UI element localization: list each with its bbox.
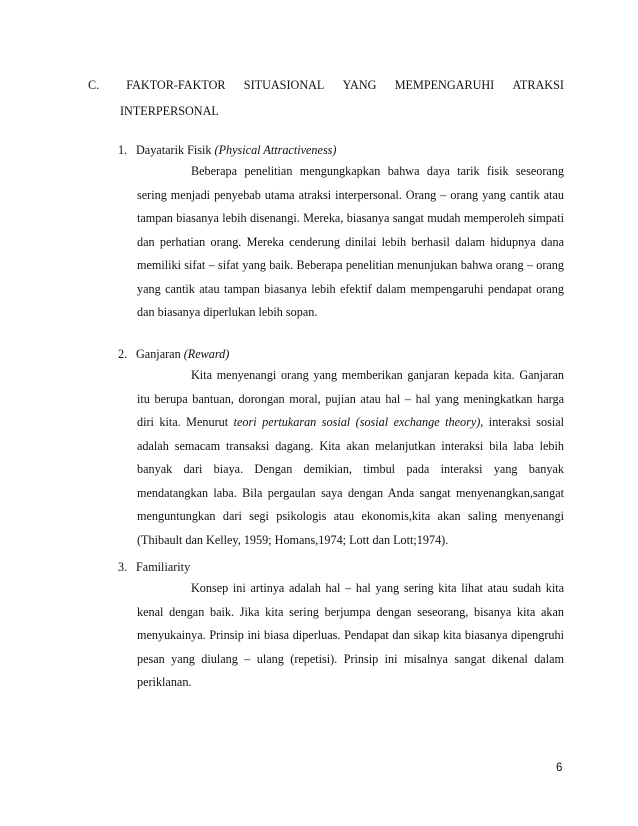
page-number: 6: [556, 762, 563, 774]
heading-line-1: [88, 72, 564, 98]
subsection-title-text: Ganjaran: [136, 347, 184, 361]
paragraph-text: , interaksi sosial adalah semacam transaksi dagang. Kita akan melanjutkan interaksi bila laba lebih banyak dari biaya. Dengan demikian, timbul pada interaksi yang banyak mendatangkan laba. Bila pergaulan saya dengan Anda sangat menyenangkan,sangat menguntungkan dari segi psikologis atau ekonomis,kita akan saling menyenangi (Thibault dan Kelley, 1959; Homans,1974; Lott dan Lott;1974).: [137, 415, 565, 547]
subsection-number: 3.: [118, 560, 128, 574]
paragraph-text: Beberapa penelitian mengungkapkan bahwa daya tarik fisik seseorang sering menjadi penyebab utama atraksi interpersonal. Orang – orang yang cantik atau tampan biasanya lebih disenangi. Mereka, biasanya sangat mudah memperoleh simpati dan perhatian orang. Mereka cenderung dinilai lebih berhasil dalam hidupnya dana memiliki sifat – sifat yang baik. Beberapa penelitian menunjukan bahwa orang – orang yang cantik atau tampan biasanya lebih efektif dalam mempengaruhi pendapat orang dan biasanya diperlukan lebih sopan.: [137, 164, 564, 319]
heading-line-2: INTERPERSONAL: [120, 104, 219, 118]
subsection-title: [118, 557, 564, 577]
subsection-title: [118, 140, 564, 160]
subsection-title-text: Familiarity: [136, 560, 191, 574]
subsection-title: [118, 344, 564, 364]
paragraph-text: Kita menyenangi orang yang memberikan ganjaran kepada kita. Ganjaran itu berupa bantuan, dorongan moral, pujian atau hal – hal yang meningkatkan harga diri kita. Menurut: [137, 368, 564, 429]
subsection-number: 1.: [118, 143, 128, 157]
subsection-reward: [118, 344, 564, 552]
subsection-paragraph: [118, 364, 564, 552]
subsection-paragraph: [118, 160, 564, 325]
heading-word: ATRAKSI: [512, 78, 564, 92]
subsection-paragraph: [118, 577, 564, 695]
heading-word: FAKTOR-FAKTOR: [126, 78, 226, 92]
subsection-title-text: Dayatarik Fisik: [136, 143, 215, 157]
subsection-physical-attractiveness: [118, 140, 564, 325]
section-heading: [88, 72, 564, 124]
subsection-title-italic: (Reward): [183, 347, 230, 361]
subsection-familiarity: [118, 557, 564, 695]
paragraph-text: Konsep ini artinya adalah hal – hal yang sering kita lihat atau sudah kita kenal dengan baik. Jika kita sering berjumpa dengan seseorang, bisanya kita akan menyukainya. Prinsip ini biasa diperluas. Pendapat dan sikap kita biasanya dipengruhi pesan yang diulang – ulang (repetisi). Prinsip ini misalnya sangat dikenal dalam periklanan.: [137, 581, 564, 689]
subsection-number: 2.: [118, 347, 128, 361]
heading-letter: C.: [88, 78, 100, 92]
heading-word: SITUASIONAL: [243, 78, 325, 92]
paragraph-italic-term: teori pertukaran sosial (sosial exchange theory): [233, 415, 481, 429]
heading-word: YANG: [342, 78, 377, 92]
heading-word: MEMPENGARUHI: [394, 78, 495, 92]
subsection-title-italic: (Physical Attractiveness): [214, 143, 337, 157]
